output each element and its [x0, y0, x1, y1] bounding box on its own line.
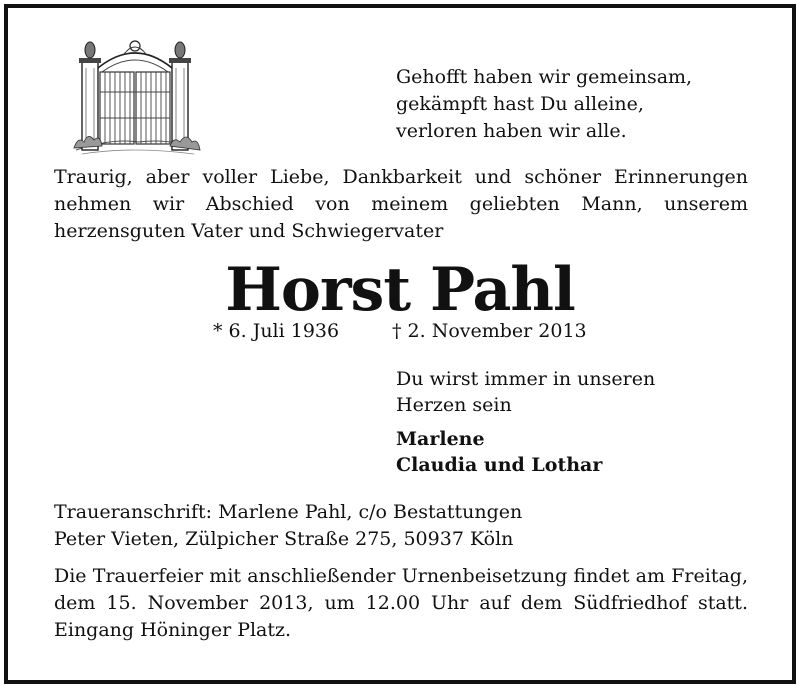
death-date: † 2. November 2013 [392, 320, 587, 342]
poem-line: verloren haben wir alle. [396, 120, 627, 142]
poem-line: Gehofft haben wir gemeinsam, [396, 66, 693, 88]
service-line: dem 15. November 2013, um 12.00 Uhr auf dem Südfriedhof statt. [54, 592, 748, 614]
service-line: Eingang Höninger Platz. [54, 619, 292, 641]
signer-name: Marlene [396, 428, 485, 450]
poem [396, 64, 692, 145]
farewell-line: Du wirst immer in unseren [396, 368, 656, 390]
farewell-text [396, 366, 655, 418]
farewell-line: Herzen sein [396, 394, 512, 416]
poem-line: gekämpft hast Du alleine, [396, 93, 644, 115]
deceased-name: Horst Pahl [225, 255, 575, 325]
signer-name: Claudia und Lothar [396, 454, 603, 476]
address-line: Traueranschrift: Marlene Pahl, c/o Bestattungen [54, 501, 523, 523]
service-line: Die Trauerfeier mit anschließender Urnenbeisetzung findet am Freitag, [54, 565, 748, 587]
cemetery-gate-icon [72, 34, 204, 156]
signers [396, 426, 602, 478]
service-details [54, 563, 748, 644]
birth-date: * 6. Juli 1936 [213, 320, 340, 342]
address-line: Peter Vieten, Zülpicher Straße 275, 50937 Köln [54, 528, 514, 550]
intro-text: Traurig, aber voller Liebe, Dankbarkeit und schöner Erinnerungen nehmen wir Abschied von meinem geliebten Mann, unserem herzensguten Vater und Schwiegervater [54, 166, 748, 242]
mourning-address [54, 499, 522, 553]
